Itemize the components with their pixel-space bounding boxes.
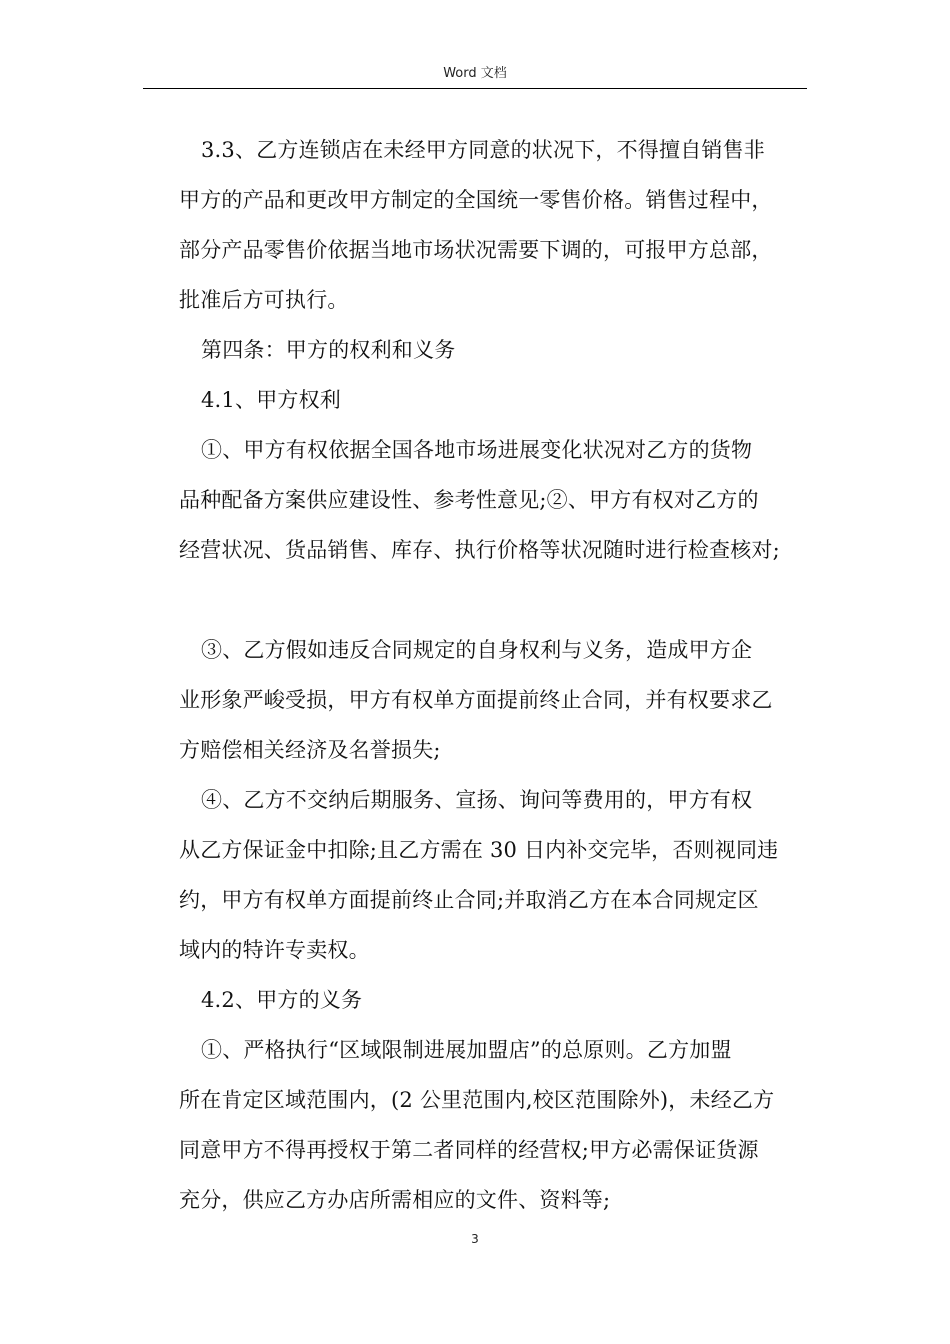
paragraph-line: 品种配备方案供应建设性、参考性意见;②、甲方有权对乙方的 [179, 488, 759, 512]
paragraph-line: 部分产品零售价依据当地市场状况需要下调的，可报甲方总部， [179, 238, 773, 262]
paragraph-line: 批准后方可执行。 [179, 288, 349, 312]
paragraph-line: 业形象严峻受损，甲方有权单方面提前终止合同，并有权要求乙 [179, 688, 773, 712]
paragraph-line: ④、乙方不交纳后期服务、宣扬、询问等费用的，甲方有权 [201, 788, 753, 812]
header-divider [143, 88, 807, 89]
subsection-heading: 4.2、甲方的义务 [201, 988, 363, 1012]
paragraph-line: 从乙方保证金中扣除;且乙方需在 30 日内补交完毕，否则视同违 [179, 838, 779, 862]
section-heading: 第四条：甲方的权利和义务 [201, 338, 456, 362]
paragraph-line: ①、严格执行“区域限制进展加盟店”的总原则。乙方加盟 [201, 1038, 732, 1062]
page-header-title: Word 文档 [443, 66, 507, 81]
paragraph-line: 充分，供应乙方办店所需相应的文件、资料等; [179, 1188, 611, 1212]
page-number: 3 [471, 1232, 479, 1246]
paragraph-line: 约，甲方有权单方面提前终止合同;并取消乙方在本合同规定区 [179, 888, 759, 912]
paragraph-line: 所在肯定区域范围内，(2 公里范围内,校区范围除外)，未经乙方 [179, 1088, 775, 1112]
subsection-heading: 4.1、甲方权利 [201, 388, 341, 412]
paragraph-line: ③、乙方假如违反合同规定的自身权利与义务，造成甲方企 [201, 638, 753, 662]
paragraph-line: 经营状况、货品销售、库存、执行价格等状况随时进行检查核对; [179, 538, 780, 562]
paragraph-line: 甲方的产品和更改甲方制定的全国统一零售价格。销售过程中， [179, 188, 773, 212]
paragraph-line: 3.3、乙方连锁店在未经甲方同意的状况下，不得擅自销售非 [201, 138, 765, 162]
paragraph-line: ①、甲方有权依据全国各地市场进展变化状况对乙方的货物 [201, 438, 753, 462]
paragraph-line: 方赔偿相关经济及名誉损失; [179, 738, 441, 762]
paragraph-line: 同意甲方不得再授权于第二者同样的经营权;甲方必需保证货源 [179, 1138, 759, 1162]
paragraph-line: 域内的特许专卖权。 [179, 938, 370, 962]
